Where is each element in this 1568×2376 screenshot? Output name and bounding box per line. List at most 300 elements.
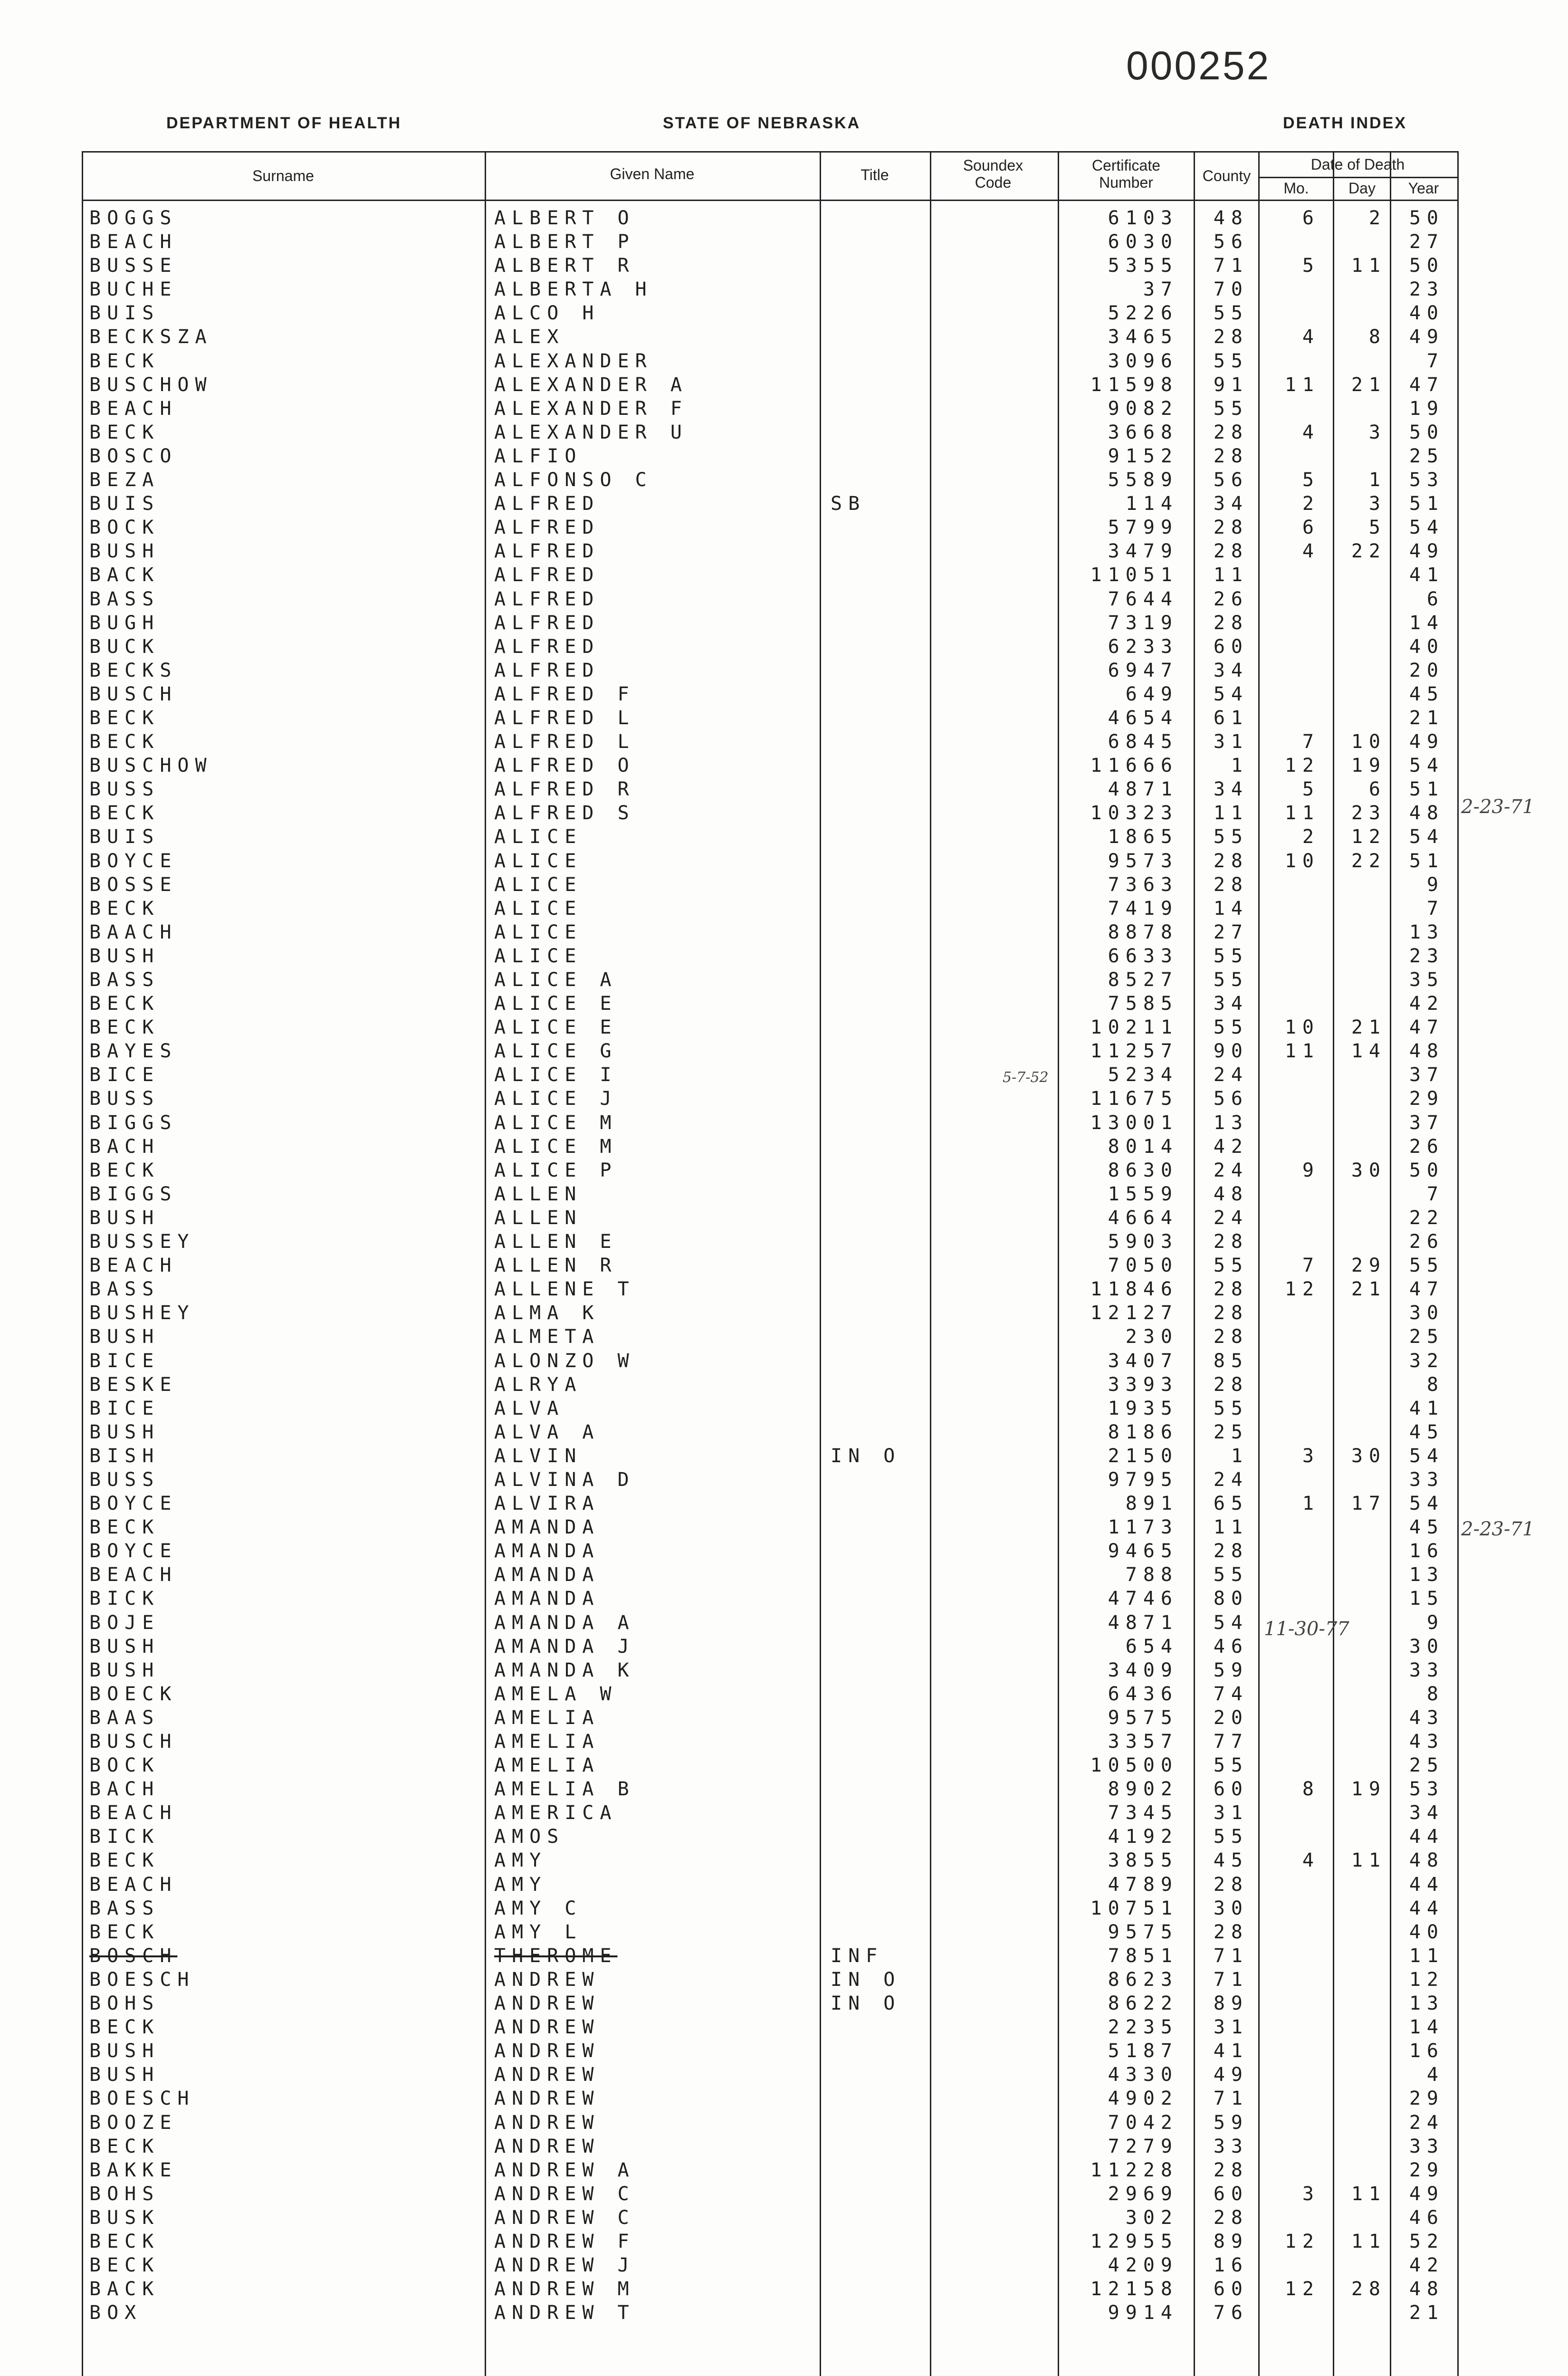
table-row [0, 1397, 1568, 1420]
surname-cell: BICK [89, 1588, 160, 1610]
given-name-cell: ALFRED [494, 493, 600, 515]
table-row [0, 2039, 1568, 2063]
surname-cell: BASS [89, 1278, 160, 1301]
table-row [0, 1230, 1568, 1254]
year-cell: 6 [1426, 588, 1444, 610]
year-cell: 14 [1409, 612, 1444, 634]
county-cell: 55 [1213, 397, 1249, 420]
surname-cell: BACK [89, 564, 160, 586]
given-name-cell: ALFRED [494, 612, 600, 634]
surname-cell: BAACH [89, 921, 178, 943]
month-cell [1264, 2158, 1320, 2182]
surname-cell: BOECK [89, 1683, 178, 1705]
table-row [0, 706, 1568, 730]
month-cell [1264, 563, 1320, 587]
year-cell: 22 [1409, 1207, 1444, 1229]
day-cell [1330, 897, 1386, 920]
given-name-cell: ALBERT O [494, 207, 635, 229]
given-name-cell: ALFRED L [494, 707, 635, 729]
month-cell: 4 [1302, 421, 1320, 443]
day-cell: 11 [1351, 2183, 1386, 2205]
month-cell [1264, 1206, 1320, 1230]
year-cell: 29 [1409, 2159, 1444, 2181]
surname-cell: BIGGS [89, 1183, 178, 1205]
given-name-cell: AMELIA [494, 1706, 600, 1729]
year-cell: 15 [1409, 1588, 1444, 1610]
col-month: Mo. [1283, 180, 1309, 197]
certificate-cell: 4192 [1108, 1826, 1178, 1848]
year-cell: 48 [1409, 1040, 1444, 1063]
given-name-cell: ANDREW [494, 1993, 600, 2015]
month-cell [1264, 897, 1320, 920]
surname-cell: BACH [89, 1778, 160, 1801]
county-cell: 55 [1213, 350, 1249, 372]
certificate-cell: 9082 [1108, 397, 1178, 420]
year-cell: 37 [1409, 1111, 1444, 1134]
month-cell: 7 [1302, 1255, 1320, 1277]
certificate-cell: 7363 [1108, 873, 1178, 896]
given-name-cell: ANDREW [494, 2135, 600, 2157]
surname-cell: BUSS [89, 778, 160, 801]
surname-cell: BICE [89, 1397, 160, 1419]
day-cell [1330, 1182, 1386, 1206]
certificate-cell: 2969 [1108, 2183, 1178, 2205]
title-cell: SB [831, 493, 866, 515]
surname-cell: BEACH [89, 1564, 178, 1586]
day-cell [1330, 278, 1386, 301]
certificate-cell: 3465 [1108, 326, 1178, 348]
day-cell [1330, 1968, 1386, 1992]
day-cell [1330, 682, 1386, 706]
certificate-cell: 6845 [1108, 731, 1178, 753]
county-cell: 55 [1213, 1016, 1249, 1039]
county-cell: 27 [1213, 921, 1249, 943]
surname-cell: BACK [89, 2278, 160, 2300]
county-cell: 80 [1213, 1588, 1249, 1610]
county-cell: 28 [1213, 2206, 1249, 2229]
given-name-cell: AMELA W [494, 1683, 618, 1705]
year-cell: 45 [1409, 683, 1444, 705]
month-cell: 4 [1302, 540, 1320, 563]
day-cell [1330, 1111, 1386, 1135]
surname-cell: BECK [89, 1849, 160, 1872]
certificate-cell: 13001 [1090, 1111, 1178, 1134]
year-cell: 4 [1426, 2064, 1444, 2086]
surname-cell: BECK [89, 731, 160, 753]
surname-cell: BUSHEY [89, 1302, 195, 1324]
table-row [0, 2206, 1568, 2230]
certificate-cell: 4209 [1108, 2254, 1178, 2277]
year-cell: 40 [1409, 302, 1444, 325]
given-name-cell: ANDREW [494, 1968, 600, 1991]
year-cell: 54 [1409, 517, 1444, 539]
table-row [0, 1039, 1568, 1063]
table-row [0, 849, 1568, 873]
given-name-cell: ALICE [494, 826, 583, 848]
surname-cell: BAYES [89, 1040, 178, 1063]
certificate-cell: 3357 [1108, 1731, 1178, 1753]
year-cell: 32 [1409, 1350, 1444, 1372]
month-cell [1264, 659, 1320, 682]
surname-cell: BOCK [89, 1754, 160, 1777]
surname-cell: BECK [89, 1159, 160, 1181]
surname-cell: BUSCH [89, 683, 178, 705]
county-cell: 34 [1213, 993, 1249, 1015]
day-cell [1330, 2301, 1386, 2325]
county-cell: 55 [1213, 302, 1249, 325]
surname-cell: BEACH [89, 1873, 178, 1896]
given-name-cell: AMY L [494, 1921, 583, 1943]
certificate-cell: 8014 [1108, 1135, 1178, 1158]
table-row [0, 1658, 1568, 1682]
county-cell: 89 [1213, 2230, 1249, 2252]
county-cell: 77 [1213, 1731, 1249, 1753]
table-row [0, 278, 1568, 301]
year-cell: 13 [1409, 1564, 1444, 1586]
month-cell [1264, 1539, 1320, 1563]
certificate-cell: 9575 [1108, 1706, 1178, 1729]
day-cell [1330, 968, 1386, 992]
department-header: DEPARTMENT OF HEALTH [166, 114, 402, 132]
year-cell: 49 [1409, 540, 1444, 563]
year-cell: 44 [1409, 1826, 1444, 1848]
surname-cell: BECK [89, 897, 160, 920]
month-cell [1264, 1182, 1320, 1206]
county-cell: 28 [1213, 1873, 1249, 1896]
month-cell [1264, 1706, 1320, 1730]
certificate-cell: 3668 [1108, 421, 1178, 443]
month-cell [1264, 230, 1320, 254]
day-cell: 3 [1368, 493, 1386, 515]
day-cell [1330, 1587, 1386, 1610]
day-cell [1330, 230, 1386, 254]
month-cell [1264, 611, 1320, 635]
col-day: Day [1348, 180, 1376, 197]
surname-cell: BIGGS [89, 1111, 178, 1134]
surname-cell: BOCK [89, 517, 160, 539]
month-cell [1264, 301, 1320, 325]
given-name-cell: ANDREW [494, 2040, 600, 2062]
given-name-cell: ALICE [494, 921, 583, 943]
given-name-cell: ALICE [494, 850, 583, 872]
certificate-cell: 1559 [1108, 1183, 1178, 1205]
day-cell [1330, 1563, 1386, 1587]
col-given-name: Given Name [610, 165, 695, 182]
table-row [0, 468, 1568, 492]
day-cell [1330, 635, 1386, 659]
given-name-cell: AMANDA J [494, 1635, 635, 1657]
month-cell [1264, 1087, 1320, 1111]
month-cell: 12 [1284, 2278, 1320, 2300]
month-cell: 5 [1302, 778, 1320, 801]
certificate-cell: 2150 [1108, 1445, 1178, 1467]
county-cell: 24 [1213, 1064, 1249, 1086]
table-row [0, 1587, 1568, 1610]
given-name-cell: ALMETA [494, 1326, 600, 1348]
certificate-cell: 788 [1125, 1564, 1178, 1586]
surname-cell: BACH [89, 1135, 160, 1158]
day-cell [1330, 1397, 1386, 1420]
table-row [0, 2063, 1568, 2087]
table-row [0, 801, 1568, 825]
table-row [0, 1801, 1568, 1825]
day-cell [1330, 2253, 1386, 2277]
table-row [0, 897, 1568, 920]
year-cell: 12 [1409, 1968, 1444, 1991]
certificate-cell: 9573 [1108, 850, 1178, 872]
county-cell: 59 [1213, 2111, 1249, 2134]
day-cell [1330, 2158, 1386, 2182]
given-name-cell: ALBERT P [494, 231, 635, 253]
county-cell: 41 [1213, 2040, 1249, 2062]
surname-cell: BOX [89, 2302, 143, 2324]
day-cell: 23 [1351, 802, 1386, 824]
county-cell: 55 [1213, 1397, 1249, 1419]
table-row [0, 1753, 1568, 1777]
table-row [0, 2253, 1568, 2277]
year-cell: 50 [1409, 1159, 1444, 1181]
month-cell [1264, 968, 1320, 992]
table-row [0, 1706, 1568, 1730]
certificate-cell: 3409 [1108, 1659, 1178, 1681]
surname-cell: BASS [89, 588, 160, 610]
surname-cell: BICK [89, 1826, 160, 1848]
month-cell [1264, 444, 1320, 468]
table-row [0, 1444, 1568, 1468]
county-cell: 34 [1213, 659, 1249, 681]
month-cell [1264, 1968, 1320, 1992]
given-name-cell: ALLEN E [494, 1231, 618, 1253]
surname-cell: BEACH [89, 397, 178, 420]
county-cell: 28 [1213, 1302, 1249, 1324]
col-year: Year [1408, 180, 1439, 197]
month-cell [1264, 1897, 1320, 1920]
county-cell: 42 [1213, 1135, 1249, 1158]
county-cell: 60 [1213, 635, 1249, 658]
month-cell [1264, 587, 1320, 611]
month-cell: 10 [1284, 850, 1320, 872]
table-row [0, 968, 1568, 992]
day-cell: 17 [1351, 1493, 1386, 1515]
month-cell [1264, 1801, 1320, 1825]
given-name-cell: ANDREW T [494, 2302, 635, 2324]
day-cell: 21 [1351, 1278, 1386, 1301]
certificate-cell: 7644 [1108, 588, 1178, 610]
surname-cell: BISH [89, 1445, 160, 1467]
certificate-cell: 3407 [1108, 1350, 1178, 1372]
year-cell: 20 [1409, 659, 1444, 681]
year-cell: 9 [1426, 873, 1444, 896]
month-cell [1264, 2087, 1320, 2110]
month-cell: 6 [1302, 517, 1320, 539]
month-cell [1264, 2111, 1320, 2135]
table-row [0, 1968, 1568, 1992]
county-cell: 85 [1213, 1350, 1249, 1372]
day-cell [1330, 1753, 1386, 1777]
certificate-cell: 8622 [1108, 1993, 1178, 2015]
day-cell [1330, 1063, 1386, 1087]
handwritten-note: 2-23-71 [1461, 1518, 1535, 1540]
given-name-cell: ALFIO [494, 445, 583, 467]
month-cell [1264, 2253, 1320, 2277]
county-cell: 24 [1213, 1468, 1249, 1491]
certificate-cell: 6436 [1108, 1683, 1178, 1705]
header-rule [82, 200, 1457, 201]
day-cell [1330, 611, 1386, 635]
year-cell: 25 [1409, 445, 1444, 467]
day-cell: 28 [1351, 2278, 1386, 2300]
surname-cell: BOYCE [89, 850, 178, 872]
year-cell: 8 [1426, 1683, 1444, 1705]
month-cell: 9 [1302, 1159, 1320, 1181]
month-cell [1264, 1325, 1320, 1349]
given-name-cell: ALICE [494, 945, 583, 967]
certificate-cell: 7319 [1108, 612, 1178, 634]
month-cell [1264, 635, 1320, 659]
given-name-cell: AMANDA A [494, 1611, 635, 1634]
given-name-cell: ALBERT R [494, 255, 635, 277]
year-cell: 52 [1409, 2230, 1444, 2252]
year-cell: 54 [1409, 755, 1444, 777]
county-cell: 25 [1213, 1421, 1249, 1443]
day-cell: 1 [1368, 469, 1386, 491]
county-cell: 28 [1213, 1231, 1249, 1253]
county-cell: 31 [1213, 731, 1249, 753]
day-cell [1330, 444, 1386, 468]
county-cell: 33 [1213, 2135, 1249, 2157]
table-row [0, 325, 1568, 349]
certificate-cell: 8623 [1108, 1968, 1178, 1991]
year-cell: 41 [1409, 1397, 1444, 1419]
col-soundex: Soundex Code [963, 157, 1023, 191]
day-cell [1330, 1468, 1386, 1492]
year-cell: 14 [1409, 2016, 1444, 2039]
county-cell: 55 [1213, 945, 1249, 967]
given-name-cell: ANDREW F [494, 2230, 635, 2252]
day-cell [1330, 706, 1386, 730]
table-row [0, 587, 1568, 611]
month-cell: 12 [1284, 2230, 1320, 2252]
page-number: 000252 [1126, 43, 1271, 88]
handwritten-note: 11-30-77 [1264, 1618, 1349, 1640]
month-cell: 12 [1284, 1278, 1320, 1301]
record-list [0, 206, 1568, 2325]
month-cell [1264, 873, 1320, 897]
given-name-cell: ALLEN R [494, 1255, 618, 1277]
surname-cell: BUGH [89, 612, 160, 634]
table-row [0, 1468, 1568, 1492]
month-cell [1264, 1730, 1320, 1753]
county-cell: 28 [1213, 1540, 1249, 1562]
certificate-cell: 8527 [1108, 969, 1178, 991]
certificate-cell: 5226 [1108, 302, 1178, 325]
table-row [0, 2182, 1568, 2206]
certificate-cell: 4871 [1108, 778, 1178, 801]
county-cell: 61 [1213, 707, 1249, 729]
given-name-cell: THEROME [494, 1945, 618, 1967]
county-cell: 11 [1213, 802, 1249, 824]
table-row [0, 2111, 1568, 2135]
title-cell: INF [831, 1945, 884, 1967]
surname-cell: BOYCE [89, 1540, 178, 1562]
given-name-cell: ALICE A [494, 969, 618, 991]
table-row [0, 1825, 1568, 1849]
day-cell [1330, 1135, 1386, 1159]
year-cell: 43 [1409, 1706, 1444, 1729]
surname-cell: BOGGS [89, 207, 178, 229]
certificate-cell: 649 [1125, 683, 1178, 705]
certificate-cell: 891 [1125, 1493, 1178, 1515]
year-cell: 29 [1409, 2088, 1444, 2110]
table-row [0, 920, 1568, 944]
given-name-cell: ANDREW [494, 2111, 600, 2134]
given-name-cell: ALFRED R [494, 778, 635, 801]
given-name-cell: ALONZO W [494, 1350, 635, 1372]
certificate-cell: 9795 [1108, 1468, 1178, 1491]
day-cell [1330, 349, 1386, 373]
table-row [0, 397, 1568, 421]
given-name-cell: ALFRED L [494, 731, 635, 753]
year-cell: 23 [1409, 945, 1444, 967]
day-cell: 5 [1368, 517, 1386, 539]
certificate-cell: 230 [1125, 1326, 1178, 1348]
given-name-cell: ALMA K [494, 1302, 600, 1324]
certificate-cell: 302 [1125, 2206, 1178, 2229]
given-name-cell: ALICE E [494, 993, 618, 1015]
surname-cell: BECK [89, 802, 160, 824]
year-cell: 47 [1409, 1016, 1444, 1039]
surname-cell: BOSCH [89, 1945, 178, 1967]
month-cell [1264, 1063, 1320, 1087]
surname-cell: BECK [89, 2016, 160, 2039]
county-cell: 28 [1213, 1278, 1249, 1301]
year-cell: 54 [1409, 1493, 1444, 1515]
given-name-cell: ANDREW M [494, 2278, 635, 2300]
day-cell [1330, 1801, 1386, 1825]
year-cell: 29 [1409, 1088, 1444, 1110]
year-cell: 26 [1409, 1231, 1444, 1253]
given-name-cell: ANDREW [494, 2016, 600, 2039]
month-cell: 2 [1302, 826, 1320, 848]
month-cell [1264, 1920, 1320, 1944]
table-row [0, 301, 1568, 325]
given-name-cell: ALFRED [494, 659, 600, 681]
certificate-cell: 11051 [1090, 564, 1178, 586]
day-cell [1330, 301, 1386, 325]
certificate-cell: 4746 [1108, 1588, 1178, 1610]
surname-cell: BUSH [89, 2064, 160, 2086]
county-cell: 56 [1213, 231, 1249, 253]
table-row [0, 563, 1568, 587]
given-name-cell: ALICE G [494, 1040, 618, 1063]
given-name-cell: ALICE M [494, 1111, 618, 1134]
day-cell [1330, 2015, 1386, 2039]
table-row [0, 1515, 1568, 1539]
given-name-cell: AMANDA [494, 1516, 600, 1539]
table-row [0, 254, 1568, 278]
month-cell [1264, 1587, 1320, 1610]
table-row [0, 539, 1568, 563]
given-name-cell: ALFRED S [494, 802, 635, 824]
certificate-cell: 1173 [1108, 1516, 1178, 1539]
year-cell: 16 [1409, 1540, 1444, 1562]
certificate-cell: 8878 [1108, 921, 1178, 943]
county-cell: 71 [1213, 1968, 1249, 1991]
day-cell: 14 [1351, 1040, 1386, 1063]
month-cell [1264, 682, 1320, 706]
surname-cell: BOYCE [89, 1493, 178, 1515]
state-header: STATE OF NEBRASKA [663, 114, 861, 132]
